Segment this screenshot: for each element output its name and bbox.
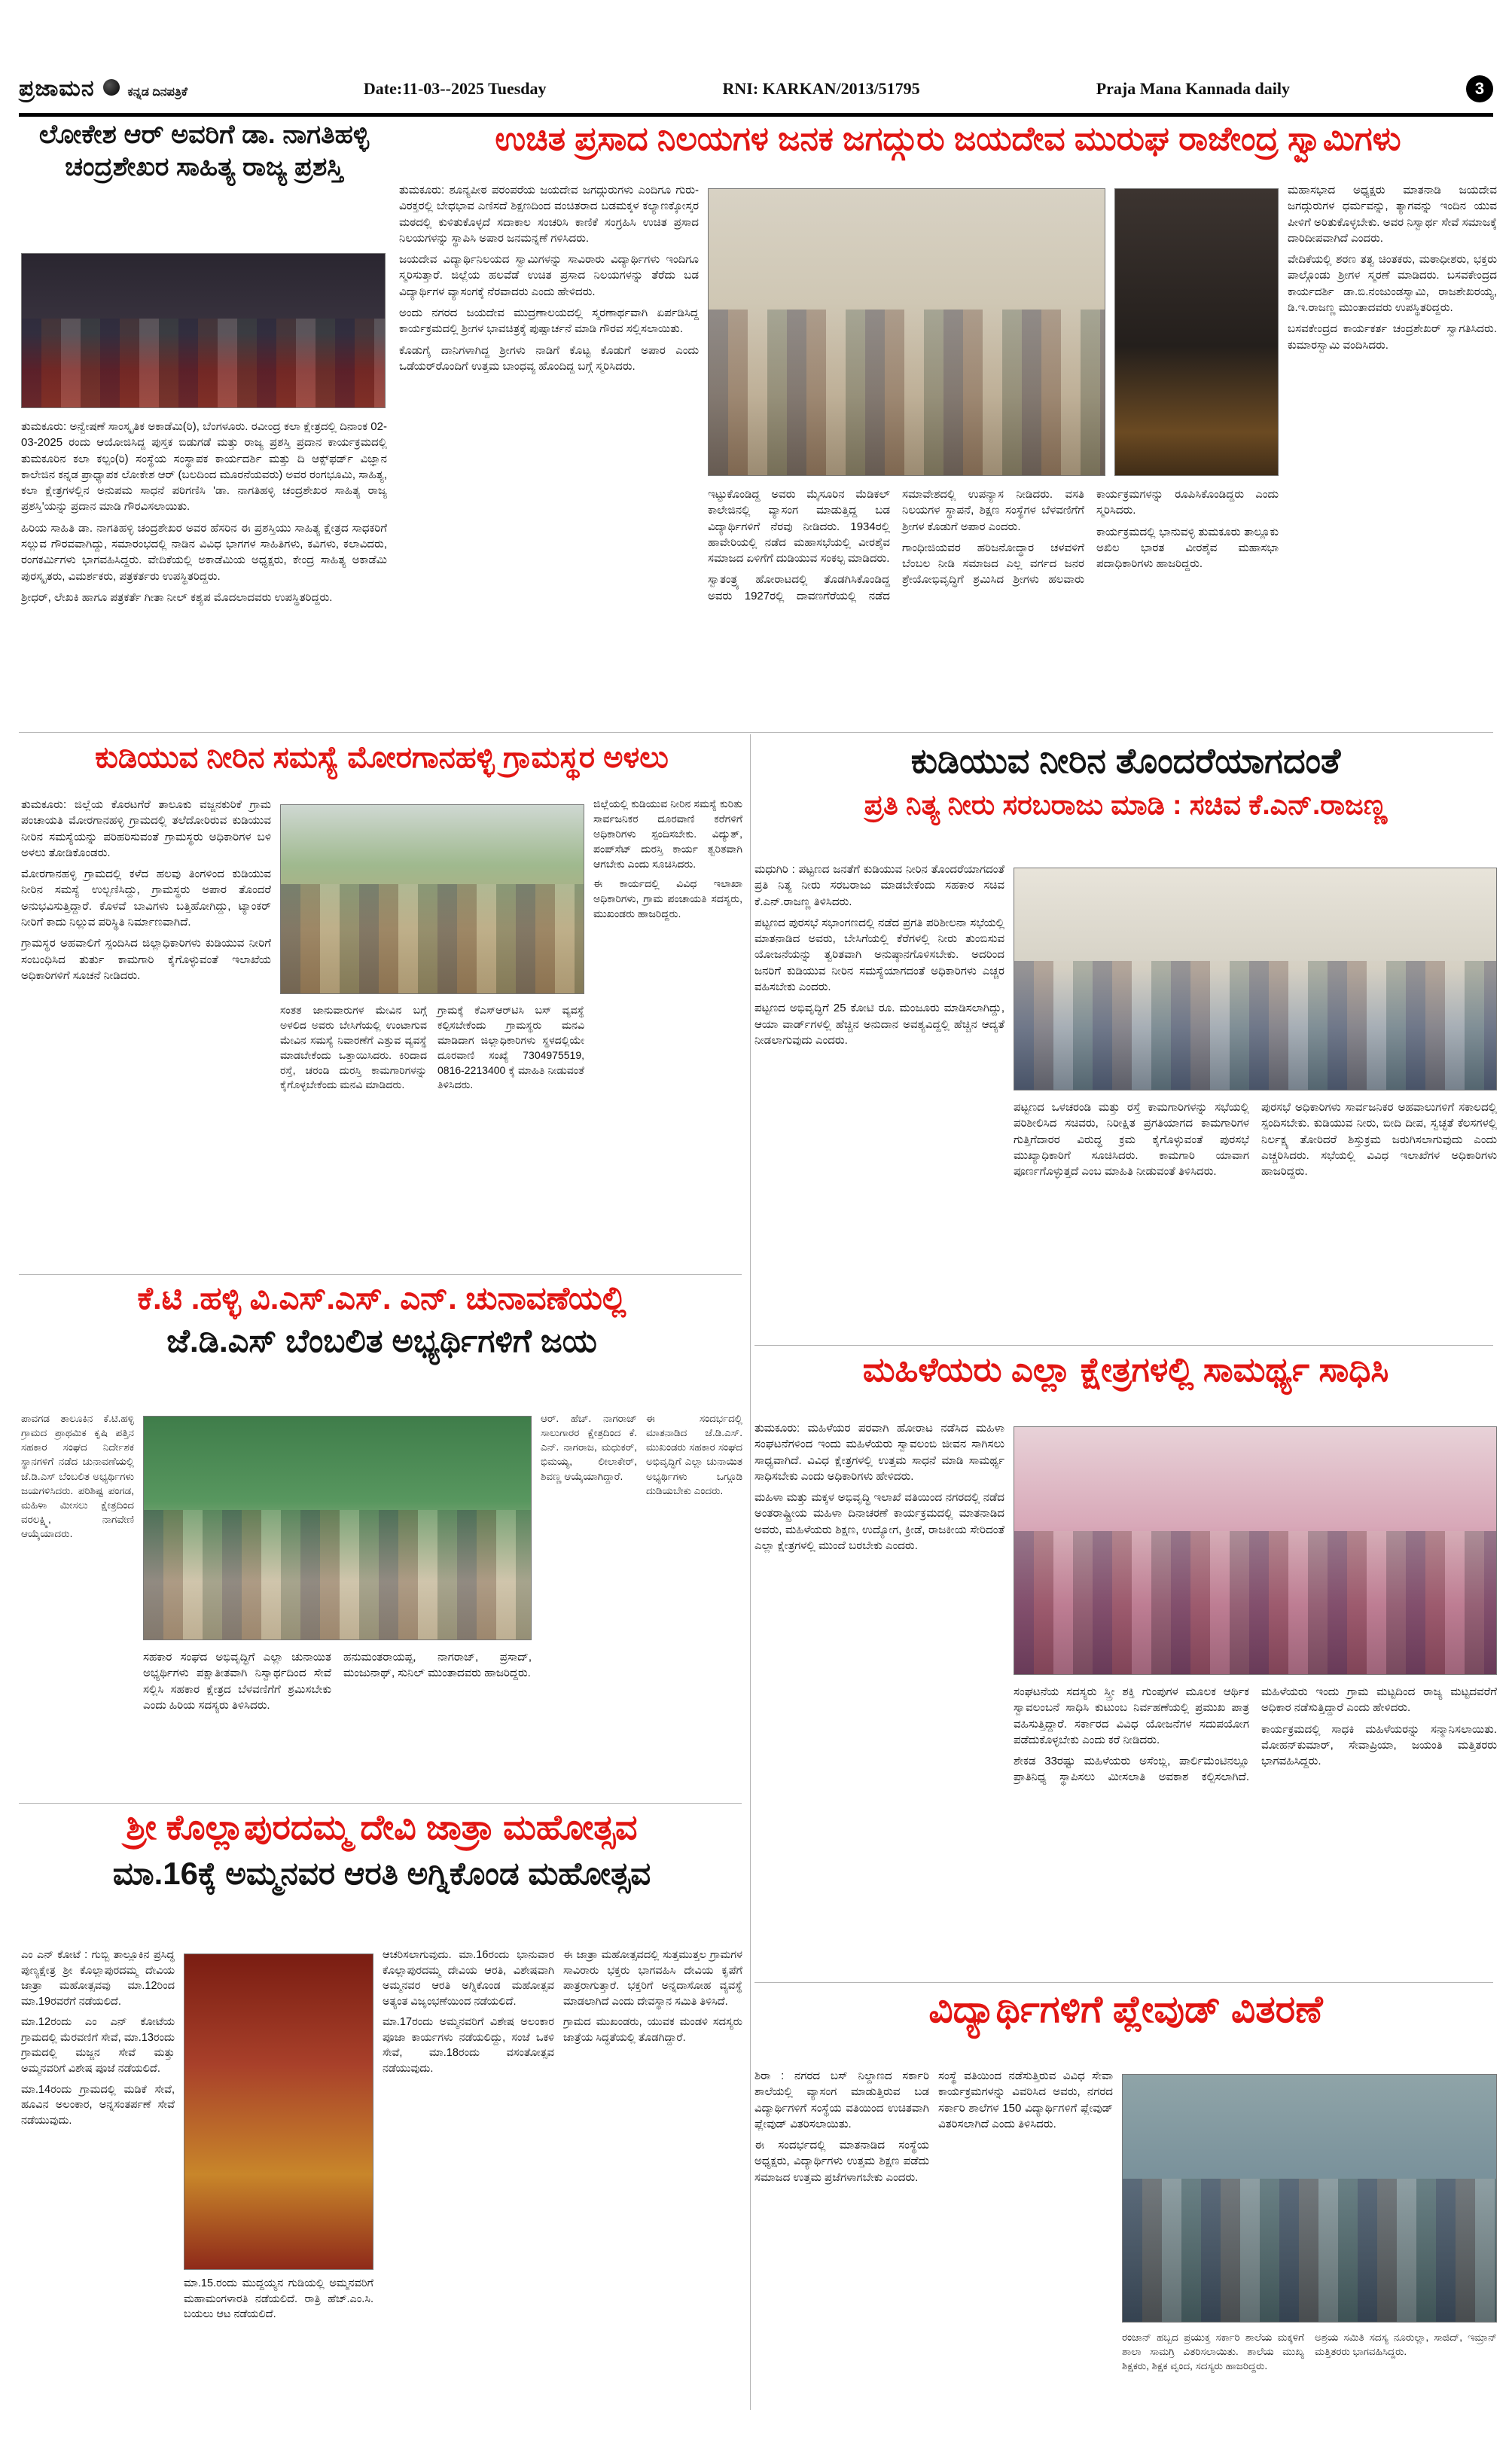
body-paragraph: ಈ ಜಾತ್ರಾ ಮಹೋತ್ಸವದಲ್ಲಿ ಸುತ್ತಮುತ್ತಲ ಗ್ರಾಮಗಳ ಸಾವಿರಾರು ಭಕ್ತರು ಭಾಗವಹಿಸಿ ದೇವಿಯ ಕೃಪೆಗೆ ಪಾತ್ರರಾಗುತ್ತಾರೆ. ಭಕ್ತರಿಗೆ ಅನ್ನದಾಸೋಹ ವ್ಯವಸ್ಥೆ ಮಾಡಲಾಗಿದೆ ಎಂದು ದೇವಸ್ಥಾನ ಸಮಿತಿ ತಿಳಿಸಿದೆ. [563,1949,742,2008]
article-body-column [1288,182,1497,724]
article-body-column [593,797,742,1270]
distribution-photo [1122,2074,1497,2323]
body-paragraph: ಶ್ರೀಧರ್, ಲೇಖಕಿ ಹಾಗೂ ಪತ್ರಕರ್ತೆ ಗೀತಾ ನೀಲ್ ಕಶ್ಯಪ ಮೊದಲಾದವರು ಉಪಸ್ಥಿತರಿದ್ದರು. [21,590,333,604]
body-paragraph: ತುಮಕೂರು: ಜಿಲ್ಲೆಯ ಕೊರಟಗೆರೆ ತಾಲೂಕು ವಜ್ಜನಕುರಿಕೆ ಗ್ರಾಮ ಪಂಚಾಯತಿ ಮೋರಗಾನಹಳ್ಳಿ ಗ್ರಾಮದಲ್ಲಿ ತಲೆದೋರಿರುವ ಕುಡಿಯುವ ನೀರಿನ ಸಮಸ್ಯೆಯನ್ನು ಪರಿಹರಿಸುವಂತೆ ಗ್ರಾಮಸ್ಥರು ಅಧಿಕಾರಿಗಳ ಬಳಿ ಅಳಲು ತೋಡಿಕೊಂಡರು. [21,798,271,859]
article-body-column [21,1411,134,1800]
article-body-columns [541,1411,742,1800]
article-headline: ಕುಡಿಯುವ ನೀರಿನ ತೊಂದರೆಯಾಗದಂತೆ [910,741,1341,780]
body-paragraph: ಪಟ್ಟಣದ ಪುರಸಭೆ ಸಭಾಂಗಣದಲ್ಲಿ ನಡೆದ ಪ್ರಗತಿ ಪರಿಶೀಲನಾ ಸಭೆಯಲ್ಲಿ ಮಾತನಾಡಿದ ಅವರು, ಬೇಸಿಗೆಯಲ್ಲಿ ಕೆರೆಗಳಲ್ಲಿ ನೀರು ತುಂಬಿಸುವ ಯೋಜನೆಯನ್ನು ತ್ವರಿತವಾಗಿ ಅನುಷ್ಠಾನಗೊಳಿಸಬೇಕು. ಅದರಿಂದ ಜನರಿಗೆ ಕುಡಿಯುವ ನೀರಿನ ಸಮಸ್ಯೆಯಾಗದಂತೆ ಅಧಿಕಾರಿಗಳು ಎಚ್ಚರ ವಹಿಸಬೇಕು ಎಂದರು. [754,916,1004,994]
article-body-column [754,862,1004,1298]
body-paragraph: ಎಂ ಎನ್ ಕೋಟೆ : ಗುಬ್ಬಿ ತಾಲ್ಲೂಕಿನ ಪ್ರಸಿದ್ಧ ಪುಣ್ಯಕ್ಷೇತ್ರ ಶ್ರೀ ಕೊಲ್ಲಾಪುರದಮ್ಮ ದೇವಿಯ ಜಾತ್ರಾ ಮಹೋತ್ಸವವು ಮಾ.12ರಿಂದ ಮಾ.19ರವರೆಗೆ ನಡೆಯಲಿದೆ. [21,1949,175,2008]
article-water-minister [754,740,1497,1300]
article-body-column [21,1947,175,2408]
article-headline: ಶ್ರೀ ಕೊಲ್ಲಾಪುರದಮ್ಮ ದೇವಿ ಜಾತ್ರಾ ಮಹೋತ್ಸವ [126,1807,638,1847]
masthead-rni: RNI: KARKAN/2013/51795 [722,79,920,98]
body-paragraph: ಸಹಕಾರ ಸಂಘದ ಅಭಿವೃದ್ಧಿಗೆ ಎಲ್ಲಾ ಚುನಾಯಿತ ಅಭ್ಯರ್ಥಿಗಳು ಪಕ್ಷಾತೀತವಾಗಿ ನಿಸ್ವಾರ್ಥದಿಂದ ಸೇವೆ ಸಲ್ಲಿಸಿ ಸಹಕಾರ ಕ್ಷೇತ್ರದ ಬೆಳವಣಿಗೆಗೆ ಶ್ರಮಿಸಬೇಕು ಎಂದು ಹಿರಿಯ ಸದಸ್ಯರು ತಿಳಿಸಿದರು. [143,1651,331,1712]
article-body-column [938,2068,1113,2411]
column-divider [750,734,751,2410]
article-body-column [21,419,387,720]
body-paragraph: ವೇದಿಕೆಯಲ್ಲಿ ಶರಣ ತತ್ವ ಚಿಂತಕರು, ಮಠಾಧೀಶರು, ಭಕ್ತರು ಪಾಲ್ಗೊಂಡು ಶ್ರೀಗಳ ಸ್ಮರಣೆ ಮಾಡಿದರು. ಬಸವಕೇಂದ್ರದ ಕಾರ್ಯದರ್ಶಿ ಡಾ.ಬಿ.ನಂಜುಂಡಸ್ವಾಮಿ, ರಾಜಶೇಖರಯ್ಯ, ಡಿ.ಇ.ರಾಜಣ್ಣ ಮುಂತಾದವರು ಉಪಸ್ಥಿತರಿದ್ದರು. [1288,253,1497,315]
body-paragraph: ಹನುಮಂತರಾಯಪ್ಪ, ನಾಗರಾಜ್, ಪ್ರಸಾದ್, ಮಂಜುನಾಥ್, ಸುನಿಲ್ ಮುಂತಾದವರು ಹಾಜರಿದ್ದರು. [343,1651,532,1680]
body-paragraph: ಪಾವಗಡ ತಾಲೂಕಿನ ಕೆ.ಟಿ.ಹಳ್ಳಿ ಗ್ರಾಮದ ಪ್ರಾಥಮಿಕ ಕೃಷಿ ಪತ್ತಿನ ಸಹಕಾರ ಸಂಘದ ನಿರ್ದೇಶಕ ಸ್ಥಾನಗಳಿಗೆ ನಡೆದ ಚುನಾವಣೆಯಲ್ಲಿ ಜೆ.ಡಿ.ಎಸ್ ಬೆಂಬಲಿತ ಅಭ್ಯರ್ಥಿಗಳು ಜಯಗಳಿಸಿದರು. ಪರಿಶಿಷ್ಟ ಪಂಗಡ, ಮಹಿಳಾ ಮೀಸಲು ಕ್ಷೇತ್ರದಿಂದ ವರಲಕ್ಷ್ಮಿ, ನಾಗವೇಣಿ ಆಯ್ಕೆಯಾದರು. [21,1413,134,1540]
article-body-columns [1014,1100,1497,1298]
logo-subtitle: ಕನ್ನಡ ದಿನಪತ್ರಿಕೆ [127,86,187,99]
body-paragraph: ಕಾರ್ಯಕ್ರಮದಲ್ಲಿ ಭಾನುವಳ್ಳಿ ತುಮಕೂರು ತಾಲ್ಲೂಕು ಅಖಿಲ ಭಾರತ ವೀರಶೈವ ಮಹಾಸಭಾ ಪದಾಧಿಕಾರಿಗಳು ಹಾಜರಿದ್ದರು. [1096,525,1279,571]
body-paragraph: ಮಾ.15.ರಂದು ಮುದ್ದಯ್ಯನ ಗುಡಿಯಲ್ಲಿ ಅಮ್ಮನವರಿಗೆ ಮಹಾಮಂಗಳಾರತಿ ನಡೆಯಲಿದೆ. ರಾತ್ರಿ ಹೆಚ್.ಎಂ.ಸಿ. ಬಯಲು ಆಟ ನಡೆಯಲಿದೆ. [184,2277,373,2321]
body-paragraph: ಶಿರಾ : ನಗರದ ಬಸ್ ನಿಲ್ದಾಣದ ಸರ್ಕಾರಿ ಶಾಲೆಯಲ್ಲಿ ವ್ಯಾಸಂಗ ಮಾಡುತ್ತಿರುವ ಬಡ ವಿದ್ಯಾರ್ಥಿಗಳಿಗೆ ಸಂಸ್ಥೆಯ ವತಿಯಿಂದ ಉಚಿತವಾಗಿ ಪ್ಲೇವುಡ್ ವಿತರಿಸಲಾಯಿತು. [754,2069,929,2130]
body-paragraph: ಆಚರಿಸಲಾಗುವುದು. ಮಾ.16ರಂದು ಭಾನುವಾರ ಕೊಲ್ಲಾಪುರದಮ್ಮ ದೇವಿಯ ಆರತಿ, ವಿಶೇಷವಾಗಿ ಅಮ್ಮನವರ ಆರತಿ ಅಗ್ನಿಕೊಂಡ ಮಹೋತ್ಸವ ಅತ್ಯಂತ ವಿಜೃಂಭಣೆಯಿಂದ ನಡೆಯಲಿದೆ. [383,1949,554,2008]
article-headline: ಮಹಿಳೆಯರು ಎಲ್ಲಾ ಕ್ಷೇತ್ರಗಳಲ್ಲಿ ಸಾಮರ್ಥ್ಯ ಸಾಧಿಸಿ [862,1350,1389,1389]
body-paragraph: ಮೋರಗಾನಹಳ್ಳಿ ಗ್ರಾಮದಲ್ಲಿ ಕಳೆದ ಹಲವು ತಿಂಗಳಿಂದ ಕುಡಿಯುವ ನೀರಿನ ಸಮಸ್ಯೆ ಉಲ್ಬಣಿಸಿದ್ದು, ಗ್ರಾಮಸ್ಥರು ಅಪಾರ ತೊಂದರೆ ಅನುಭವಿಸುತ್ತಿದ್ದಾರೆ. ಕೊಳವೆ ಬಾವಿಗಳು ಬತ್ತಿಹೋಗಿದ್ದು, ಟ್ಯಾಂಕರ್ ನೀರಿಗೆ ಕಾದು ನಿಲ್ಲುವ ಪರಿಸ್ಥಿತಿ ನಿರ್ಮಾಣವಾಗಿದೆ. [21,868,271,929]
body-paragraph: ಪಟ್ಟಣದ ಅಭಿವೃದ್ಧಿಗೆ 25 ಕೋಟಿ ರೂ. ಮಂಜೂರು ಮಾಡಿಸಲಾಗಿದ್ದು, ಆಯಾ ವಾರ್ಡ್‌ಗಳಲ್ಲಿ ಹೆಚ್ಚಿನ ಅನುದಾನ ಅವಶ್ಯವಿದ್ದಲ್ಲಿ ಹೆಚ್ಚಿನ ಆದ್ಯತೆ ನೀಡಲಾಗುವುದು ಎಂದರು. [754,1002,1004,1047]
body-paragraph: ಈ ಕಾರ್ಯದಲ್ಲಿ ವಿವಿಧ ಇಲಾಖಾ ಅಧಿಕಾರಿಗಳು, ಗ್ರಾಮ ಪಂಚಾಯತಿ ಸದಸ್ಯರು, ಮುಖಂಡರು ಹಾಜರಿದ್ದರು. [593,877,742,920]
body-paragraph: ಸಂತತ ಜಾನುವಾರುಗಳ ಮೇವಿನ ಬಗ್ಗೆ ಅಳಲಿದ ಅವರು ಬೇಸಿಗೆಯಲ್ಲಿ ಉಂಟಾಗುವ ಮೇವಿನ ಸಮಸ್ಯೆ ನಿವಾರಣೆಗೆ ಎತ್ತುವ ವ್ಯವಸ್ಥೆ ಮಾಡಬೇಕೆಂದು ಒತ್ತಾಯಿಸಿದರು. ಕಿರಿದಾದ ರಸ್ತೆ, ಚರಂಡಿ ದುರಸ್ತಿ ಕಾಮಗಾರಿಗಳನ್ನು ಕೈಗೊಳ್ಳಬೇಕೆಂದು ಮನವಿ ಮಾಡಿದರು. [280,1004,427,1091]
body-paragraph: ಗ್ರಾಮಸ್ಥರ ಅಹವಾಲಿಗೆ ಸ್ಪಂದಿಸಿದ ಜಿಲ್ಲಾಧಿಕಾರಿಗಳು ಕುಡಿಯುವ ನೀರಿಗೆ ಸಂಬಂಧಿಸಿದ ತುರ್ತು ಕಾಮಗಾರಿ ಕೈಗೊಳ್ಳುವಂತೆ ಇಲಾಖೆಯ ಅಧಿಕಾರಿಗಳಿಗೆ ಸೂಚನೆ ನೀಡಿದರು. [21,937,271,982]
tribute-group-photo [708,188,1105,476]
body-paragraph: ರಂಜಾನ್ ಹಬ್ಬದ ಪ್ರಯುಕ್ತ ಸರ್ಕಾರಿ ಶಾಲೆಯ ಮಕ್ಕಳಿಗೆ ಶಾಲಾ ಸಾಮಗ್ರಿ ವಿತರಿಸಲಾಯಿತು. ಶಾಲೆಯ ಮುಖ್ಯ ಶಿಕ್ಷಕರು, ಶಿಕ್ಷಕ ವೃಂದ, ಸದಸ್ಯರು ಹಾಜರಿದ್ದರು. [1122,2332,1304,2372]
garlanded-portraits-photo [1114,188,1279,476]
masthead-paper-name: Praja Mana Kannada daily [1096,79,1290,98]
body-paragraph: ಕೊಡುಗೈ ದಾನಿಗಳಾಗಿದ್ದ ಶ್ರೀಗಳು ನಾಡಿಗೆ ಕೊಟ್ಟ ಕೊಡುಗೆ ಅಪಾರ ಎಂದು ಒಡೆಯರ್‌ರೊಂದಿಗೆ ಉತ್ತಮ ಬಾಂಧವ್ಯ ಹೊಂದಿದ್ದ ಬಗ್ಗೆ ಸ್ಮರಿಸಿದರು. [399,343,699,373]
article-body-columns [708,486,1279,724]
body-paragraph: ಈ ಸಂದರ್ಭದಲ್ಲಿ ಮಾತನಾಡಿದ ಜೆ.ಡಿ.ಎಸ್. ಮುಖಂಡರು ಸಹಕಾರ ಸಂಘದ ಅಭಿವೃದ್ಧಿಗೆ ಎಲ್ಲಾ ಚುನಾಯಿತ ಅಭ್ಯರ್ಥಿಗಳು ಒಗ್ಗೂಡಿ ದುಡಿಯಬೇಕು ಎಂದರು. [646,1413,742,1496]
article-body-column [21,797,271,1270]
body-paragraph: ಹಿರಿಯ ಸಾಹಿತಿ ಡಾ. ನಾಗತಿಹಳ್ಳಿ ಚಂದ್ರಶೇಖರ ಅವರ ಹೆಸರಿನ ಈ ಪ್ರಶಸ್ತಿಯು ಸಾಹಿತ್ಯ ಕ್ಷೇತ್ರದ ಸಾಧಕರಿಗೆ ಸಲ್ಲುವ ಗೌರವವಾಗಿದ್ದು, ಸಮಾರಂಭದಲ್ಲಿ ನಾಡಿನ ವಿವಿಧ ಭಾಗಗಳ ಸಾಹಿತಿಗಳು, ಕವಿಗಳು, ಕಲಾವಿದರು, ರಂಗಕರ್ಮಿಗಳು ಭಾಗವಹಿಸಿದ್ದರು. ವೇದಿಕೆಯಲ್ಲಿ ಅಕಾಡೆಮಿಯ ಅಧ್ಯಕ್ಷರು, ಕೇಂದ್ರ ಸಾಹಿತ್ಯ ಅಕಾಡೆಮಿ ಪುರಸ್ಕೃತರು, ವಿಮರ್ಶಕರು, ಪತ್ರಕರ್ತರು ಉಪಸ್ಥಿತರಿದ್ದರು. [21,521,387,583]
page-number-badge: 3 [1466,75,1493,102]
masthead-rule [19,113,1493,117]
award-stage-photo [21,253,386,408]
winners-group-photo [143,1416,532,1640]
body-paragraph: ಸಂಘಟನೆಯ ಸದಸ್ಯರು ಸ್ತ್ರೀ ಶಕ್ತಿ ಗುಂಪುಗಳ ಮೂಲಕ ಆರ್ಥಿಕ ಸ್ವಾವಲಂಬನೆ ಸಾಧಿಸಿ ಕುಟುಂಬ ನಿರ್ವಹಣೆಯಲ್ಲಿ ಪ್ರಮುಖ ಪಾತ್ರ ವಹಿಸುತ್ತಿದ್ದಾರೆ. ಸರ್ಕಾರದ ವಿವಿಧ ಯೋಜನೆಗಳ ಸದುಪಯೋಗ ಪಡೆದುಕೊಳ್ಳಬೇಕು ಎಂದು ಕರೆ ನೀಡಿದರು. [1014,1685,1249,1746]
body-paragraph: ಪಟ್ಟಣದ ಒಳಚರಂಡಿ ಮತ್ತು ರಸ್ತೆ ಕಾಮಗಾರಿಗಳನ್ನು ಸಭೆಯಲ್ಲಿ ಪರಿಶೀಲಿಸಿದ ಸಚಿವರು, ನಿರೀಕ್ಷಿತ ಪ್ರಗತಿಯಾಗದ ಕಾಮಗಾರಿಗಳ ಗುತ್ತಿಗೆದಾರರ ವಿರುದ್ಧ ಕ್ರಮ ಕೈಗೊಳ್ಳುವಂತೆ ಪುರಸಭೆ ಮುಖ್ಯಾಧಿಕಾರಿಗೆ ಸೂಚಿಸಿದರು. ಕಾಮಗಾರಿ ಯಾವಾಗ ಪೂರ್ಣಗೊಳ್ಳುತ್ತದೆ ಎಂಬ ಮಾಹಿತಿ ನೀಡುವಂತೆ ತಿಳಿಸಿದರು. [1014,1101,1249,1179]
body-paragraph: ಜಿಲ್ಲೆಯಲ್ಲಿ ಕುಡಿಯುವ ನೀರಿನ ಸಮಸ್ಯೆ ಕುರಿತು ಸಾರ್ವಜನಿಕರ ದೂರವಾಣಿ ಕರೆಗಳಿಗೆ ಅಧಿಕಾರಿಗಳು ಸ್ಪಂದಿಸಬೇಕು. ವಿದ್ಯುತ್, ಪಂಪ್‌ಸೆಟ್ ದುರಸ್ತಿ ಕಾರ್ಯ ತ್ವರಿತವಾಗಿ ಆಗಬೇಕು ಎಂದು ಸೂಚಿಸಿದರು. [593,798,742,870]
article-subheadline: ಪ್ರತಿ ನಿತ್ಯ ನೀರು ಸರಬರಾಜು ಮಾಡಿ : ಸಚಿವ ಕೆ.ಎನ್.ರಾಜಣ್ಣ [864,789,1388,821]
section-divider [19,1274,742,1275]
body-paragraph: ತುಮಕೂರು: ಮಹಿಳೆಯರ ಪರವಾಗಿ ಹೋರಾಟ ನಡೆಸಿದ ಮಹಿಳಾ ಸಂಘಟನೆಗಳಿಂದ ಇಂದು ಮಹಿಳೆಯರು ಸ್ವಾವಲಂಬಿ ಜೀವನ ಸಾಗಿಸಲು ಸಾಧ್ಯವಾಗಿದೆ. ವಿವಿಧ ಕ್ಷೇತ್ರಗಳಲ್ಲಿ ಉತ್ತಮ ಸಾಧನೆ ಮಾಡಿ ಸಾಮರ್ಥ್ಯ ಸಾಧಿಸಬೇಕು ಎಂದು ಅಧಿಕಾರಿಗಳು ಹೇಳಿದರು. [754,1422,1004,1483]
article-body-column [754,1420,1004,1978]
article-body-columns [143,1649,532,1800]
photo-caption [184,2276,373,2408]
body-paragraph: ಬಸವಕೇಂದ್ರದ ಕಾರ್ಯಕರ್ತ ಚಂದ್ರಶೇಖರ್ ಸ್ವಾಗತಿಸಿದರು. ಕುಮಾರಸ್ವಾಮಿ ವಂದಿಸಿದರು. [1288,322,1497,352]
body-paragraph: ಶೇಕಡ 33ರಷ್ಟು ಮಹಿಳೆಯರು ಅಸೆಂಬ್ಲಿ, ಪಾರ್ಲಿಮೆಂಟಿನಲ್ಲೂ ಪ್ರಾತಿನಿಧ್ಯ ಸ್ಥಾಪಿಸಲು ಮೀಸಲಾತಿ ಅವಕಾಶ ಕಲ್ಪಿಸಲಾಗಿದೆ. ಮಹಿಳೆಯರು ಇಂದು ಗ್ರಾಮ ಮಟ್ಟದಿಂದ ರಾಜ್ಯ ಮಟ್ಟದವರೆಗೆ ಅಧಿಕಾರ ನಡೆಸುತ್ತಿದ್ದಾರೆ ಎಂದು ಹೇಳಿದರು. [1014,1685,1497,1784]
masthead [19,68,1493,110]
body-paragraph: ಗಾಂಧೀಜಿಯವರ ಹರಿಜನೋದ್ಧಾರ ಚಳವಳಿಗೆ ಬೆಂಬಲ ನೀಡಿ ಸಮಾಜದ ಎಲ್ಲ ವರ್ಗದ ಜನರ ಶ್ರೇಯೋಭಿವೃದ್ಧಿಗೆ ಶ್ರಮಿಸಿದ ಶ್ರೀಗಳು ಹಲವಾರು ಕಾರ್ಯಕ್ರಮಗಳನ್ನು ರೂಪಿಸಿಕೊಂಡಿದ್ದರು ಎಂದು ಸ್ಮರಿಸಿದರು. [902,488,1279,587]
article-coop-election [21,1279,742,1801]
body-paragraph: ಮಹಾಸಭಾದ ಅಧ್ಯಕ್ಷರು ಮಾತನಾಡಿ ಜಯದೇವ ಜಗದ್ಗುರುಗಳ ಧರ್ಮವನ್ನು, ತ್ಯಾಗವನ್ನು ಇಂದಿನ ಯುವ ಪೀಳಿಗೆ ಅರಿತುಕೊಳ್ಳಬೇಕು. ಅವರ ನಿಸ್ವಾರ್ಥ ಸೇವೆ ಸಮಾಜಕ್ಕೆ ದಾರಿದೀಪವಾಗಿದೆ ಎಂದರು. [1288,184,1497,245]
body-paragraph: ಮಹಿಳಾ ಮತ್ತು ಮಕ್ಕಳ ಅಭಿವೃದ್ಧಿ ಇಲಾಖೆ ವತಿಯಿಂದ ನಗರದಲ್ಲಿ ನಡೆದ ಅಂತರಾಷ್ಟ್ರೀಯ ಮಹಿಳಾ ದಿನಾಚರಣೆ ಕಾರ್ಯಕ್ರಮದಲ್ಲಿ ಮಾತನಾಡಿದ ಅವರು, ಮಹಿಳೆಯರು ಶಿಕ್ಷಣ, ಉದ್ಯೋಗ, ಕ್ರೀಡೆ, ರಾಜಕೀಯ ಸೇರಿದಂತೆ ಎಲ್ಲಾ ಕ್ಷೇತ್ರಗಳಲ್ಲಿ ಮುಂದೆ ಬರಬೇಕು ಎಂದರು. [754,1491,1004,1553]
section-divider [754,1345,1493,1346]
body-paragraph: ಇಟ್ಟುಕೊಂಡಿದ್ದ ಅವರು ಮೈಸೂರಿನ ಮೆಡಿಕಲ್ ಕಾಲೇಜಿನಲ್ಲಿ ವ್ಯಾಸಂಗ ಮಾಡುತ್ತಿದ್ದ ಬಡ ವಿದ್ಯಾರ್ಥಿಗಳಿಗೆ ನೆರವು ನೀಡಿದರು. 1934ರಲ್ಲಿ ಹಾವೇರಿಯಲ್ಲಿ ನಡೆದ ಮಹಾಸಭೆಯಲ್ಲಿ ವೀರಶೈವ ಸಮಾಜದ ಏಳಿಗೆಗೆ ದುಡಿಯುವ ಸಂಕಲ್ಪ ಮಾಡಿದರು. [708,488,890,566]
body-paragraph: ಮಧುಗಿರಿ : ಪಟ್ಟಣದ ಜನತೆಗೆ ಕುಡಿಯುವ ನೀರಿನ ತೊಂದರೆಯಾಗದಂತೆ ಪ್ರತಿ ನಿತ್ಯ ನೀರು ಸರಬರಾಜು ಮಾಡಬೇಕೆಂದು ಸಹಕಾರ ಸಚಿವ ಕೆ.ಎನ್.ರಾಜಣ್ಣ ತಿಳಿಸಿದರು. [754,863,1004,908]
body-paragraph: ಮಾ.12ರಂದು ಎಂ ಎನ್ ಕೋಟೆಯ ಗ್ರಾಮದಲ್ಲಿ ಮೆರವಣಿಗೆ ಸೇವೆ, ಮಾ.13ರಂದು ಗ್ರಾಮದಲ್ಲಿ ಮಜ್ಜನ ಸೇವೆ ಮತ್ತು ಅಮ್ಮನವರಿಗೆ ವಿಶೇಷ ಪೂಜೆ ನಡೆಯಲಿದೆ. [21,2016,175,2076]
review-meeting-photo [1014,868,1497,1090]
body-paragraph: ಸ್ವಾತಂತ್ರ್ಯ ಹೋರಾಟದಲ್ಲಿ ತೊಡಗಿಸಿಕೊಂಡಿದ್ದ ಅವರು 1927ರಲ್ಲಿ ದಾವಣಗೆರೆಯಲ್ಲಿ ನಡೆದ ಸಮಾವೇಶದಲ್ಲಿ ಉಪನ್ಯಾಸ ನೀಡಿದರು. ವಸತಿ ನಿಲಯಗಳ ಸ್ಥಾಪನೆ, ಶಿಕ್ಷಣ ಸಂಸ್ಥೆಗಳ ಬೆಳವಣಿಗೆಗೆ ಶ್ರೀಗಳ ಕೊಡುಗೆ ಅಪಾರ ಎಂದರು. [708,488,1084,602]
section-divider [19,1803,742,1804]
body-paragraph: ಆರ್. ಹೆಚ್. ನಾಗರಾಜ್ ಸಾಲುಗಾರರ ಕ್ಷೇತ್ರದಿಂದ ಕೆ. ಎನ್. ನಾಗರಾಜ, ಮಧುಕರ್, ಭಿಮಯ್ಯ, ಲೀಲಾಕೇರ್, ಶಿವಣ್ಣ ಆಯ್ಕೆಯಾಗಿದ್ದಾರೆ. [541,1413,637,1482]
article-award [21,119,387,721]
body-paragraph: ತುಮಕೂರು: ಅನ್ವೇಷಣೆ ಸಾಂಸ್ಕೃತಿಕ ಅಕಾಡೆಮಿ(ರಿ), ಬೆಂಗಳೂರು. ರವೀಂದ್ರ ಕಲಾ ಕ್ಷೇತ್ರದಲ್ಲಿ ದಿನಾಂಕ 02-03-2025 ರಂದು ಆಯೋಜಿಸಿದ್ದ ಪುಸ್ತಕ ಬಿಡುಗಡೆ ಮತ್ತು ರಾಜ್ಯ ಪ್ರಶಸ್ತಿ ಪ್ರದಾನ ಕಾರ್ಯಕ್ರಮದಲ್ಲಿ ತುಮಕೂರಿನ ಕಲಾ ಕಲ್ಪಂ(ರಿ) ಸಂಸ್ಥೆಯ ಸಂಸ್ಥಾಪಕ ಕಾರ್ಯದರ್ಶಿ ಮತ್ತು ದಿ ಆಕ್ಸ್‌ಫರ್ಡ್ ವಿಜ್ಞಾನ ಕಾಲೇಜಿನ ಕನ್ನಡ ಪ್ರಾಧ್ಯಾಪಕ ಲೋಕೇಶ ಆರ್ (ಬಲದಿಂದ ಮೂರನೆಯವರು) ಅವರ ರಂಗಭೂಮಿ, ಸಾಹಿತ್ಯ, ಕಲಾ ಕ್ಷೇತ್ರಗಳಲ್ಲಿನ ಅನುಪಮ ಸಾಧನೆ ಪರಿಗಣಿಸಿ 'ಡಾ. ನಾಗತಿಹಳ್ಳಿ ಚಂದ್ರಶೇಖರ ಸಾಹಿತ್ಯ ರಾಜ್ಯ ಪ್ರಶಸ್ತಿ'ಯನ್ನು ಪ್ರದಾನ ಮಾಡಿ ಗೌರವಿಸಲಾಯಿತು. [21,420,387,514]
masthead-logo [19,76,187,102]
article-headline: ಲೋಕೇಶ ಆರ್ ಅವರಿಗೆ ಡಾ. ನಾಗತಿಹಳ್ಳಿ ಚಂದ್ರಶೇಖರ ಸಾಹಿತ್ಯ ರಾಜ್ಯ ಪ್ರಶಸ್ತಿ [38,120,370,181]
article-subheadline: ಜೆ.ಡಿ.ಎಸ್ ಬೆಂಬಲಿತ ಅಭ್ಯರ್ಥಿಗಳಿಗೆ ಜಯ [166,1323,597,1360]
article-women-day [754,1350,1497,1979]
article-jatra [21,1806,742,2410]
article-water-village [21,740,742,1271]
article-jagadguru [399,119,1497,726]
article-body-column [383,1947,554,2408]
article-subheadline: ಮಾ.16ಕ್ಕೆ ಅಮ್ಮನವರ ಆರತಿ ಅಗ್ನಿಕೊಂಡ ಮಹೋತ್ಸವ [112,1856,651,1892]
body-paragraph: ಅಂದು ನಗರದ ಜಯದೇವ ಮುದ್ರಣಾಲಯದಲ್ಲಿ ಸ್ಮರಣಾರ್ಥವಾಗಿ ಏರ್ಪಡಿಸಿದ್ದ ಕಾರ್ಯಕ್ರಮದಲ್ಲಿ ಶ್ರೀಗಳ ಭಾವಚಿತ್ರಕ್ಕೆ ಪುಷ್ಪಾರ್ಚನೆ ಮಾಡಿ ಗೌರವ ಸಲ್ಲಿಸಲಾಯಿತು. [399,307,699,336]
article-plywood [754,1987,1497,2413]
article-body-column [563,1947,742,2408]
section-divider [19,732,1493,733]
article-body-column [754,2068,929,2411]
logo-text: ಪ್ರಜಾಮನ [19,76,95,101]
article-headline: ವಿದ್ಯಾರ್ಥಿಗಳಿಗೆ ಪ್ಲೇವುಡ್ ವಿತರಣೆ [928,1988,1323,2030]
article-body-columns [280,1003,584,1270]
article-body-columns [1122,2330,1497,2411]
deity-photo [184,1954,373,2270]
body-paragraph: ಗ್ರಾಮಕ್ಕೆ ಕೆಎಸ್‌ಆರ್‌ಟಿಸಿ ಬಸ್ ವ್ಯವಸ್ಥೆ ಕಲ್ಪಿಸಬೇಕೆಂದು ಗ್ರಾಮಸ್ಥರು ಮನವಿ ಮಾಡಿದಾಗ ಜಿಲ್ಲಾಧಿಕಾರಿಗಳು ಸ್ಥಳದಲ್ಲಿಯೇ ದೂರವಾಣಿ ಸಂಖ್ಯೆ 7304975519, 0816-2213400 ಕ್ಕೆ ಮಾಹಿತಿ ನೀಡುವಂತೆ ತಿಳಿಸಿದರು. [437,1004,584,1091]
body-paragraph: ತುಮಕೂರು: ಶೂನ್ಯಪೀಠ ಪರಂಪರೆಯ ಜಯದೇವ ಜಗದ್ಗುರುಗಳು ಎಂದಿಗೂ ಗುರು-ವಿರಕ್ತರಲ್ಲಿ ಬೇಧಭಾವ ಎಣಿಸದೆ ಶಿಕ್ಷಣದಿಂದ ವಂಚಿತರಾದ ಬಡಮಕ್ಕಳ ಕಲ್ಯಾಣಕ್ಕೋಸ್ಕರ ಮಠದಲ್ಲಿ ಕುಳಿತುಕೊಳ್ಳದೆ ಸದಾಕಾಲ ಸಂಚರಿಸಿ ಕಾಣಿಕೆ ಸಂಗ್ರಹಿಸಿ ಉಚಿತ ಪ್ರಸಾದ ನಿಲಯಗಳನ್ನು ಸ್ಥಾಪಿಸಿ ಅಪಾರ ಜನಮನ್ನಣೆ ಗಳಿಸಿದರು. [399,184,699,245]
body-paragraph: ಜಯದೇವ ವಿದ್ಯಾರ್ಥಿನಿಲಯದ ಸ್ವಾಮಿಗಳನ್ನು ಸಾವಿರಾರು ವಿದ್ಯಾರ್ಥಿಗಳು ಇಂದಿಗೂ ಸ್ಮರಿಸುತ್ತಾರೆ. ಜಿಲ್ಲೆಯ ಹಲವೆಡೆ ಉಚಿತ ಪ್ರಸಾದ ನಿಲಯಗಳನ್ನು ತೆರೆದು ಬಡ ವಿದ್ಯಾರ್ಥಿಗಳ ವ್ಯಾಸಂಗಕ್ಕೆ ನೆರವಾದರು ಎಂದು ಹೇಳಿದರು. [399,253,699,298]
body-paragraph: ಕಾರ್ಯಕ್ರಮದಲ್ಲಿ ಸಾಧಕಿ ಮಹಿಳೆಯರನ್ನು ಸನ್ಮಾನಿಸಲಾಯಿತು. ಮೋಹನ್‌ಕುಮಾರ್, ಸೇವಾಪ್ರಿಯಾ, ಜಯಂತಿ ಮತ್ತಿತರರು ಭಾಗವಹಿಸಿದ್ದರು. [1261,1722,1497,1768]
article-headline: ಕೆ.ಟಿ .ಹಳ್ಳಿ ವಿ.ಎಸ್.ಎಸ್. ಎನ್. ಚುನಾವಣೆಯಲ್ಲಿ [137,1280,626,1316]
body-paragraph: ಗ್ರಾಮದ ಮುಖಂಡರು, ಯುವಕ ಮಂಡಳಿ ಸದಸ್ಯರು ಜಾತ್ರೆಯ ಸಿದ್ಧತೆಯಲ್ಲಿ ತೊಡಗಿದ್ದಾರೆ. [563,2016,742,2044]
article-body-column [399,182,699,724]
village-road-photo [280,804,584,994]
section-divider [754,1982,1493,1983]
women-program-photo [1014,1426,1497,1675]
article-headline: ಉಚಿತ ಪ್ರಸಾದ ನಿಲಯಗಳ ಜನಕ ಜಗದ್ಗುರು ಜಯದೇವ ಮುರುಘ ರಾಜೇಂದ್ರ ಸ್ವಾಮಿಗಳು [495,120,1401,157]
body-paragraph: ಪುರಸಭೆ ಅಧಿಕಾರಿಗಳು ಸಾರ್ವಜನಿಕರ ಅಹವಾಲುಗಳಿಗೆ ಸಕಾಲದಲ್ಲಿ ಸ್ಪಂದಿಸಬೇಕು. ಕುಡಿಯುವ ನೀರು, ಬೀದಿ ದೀಪ, ಸ್ವಚ್ಛತೆ ಕೆಲಸಗಳಲ್ಲಿ ನಿರ್ಲಕ್ಷ್ಯ ತೋರಿದರೆ ಶಿಸ್ತುಕ್ರಮ ಜರುಗಿಸಲಾಗುವುದು ಎಂದು ಎಚ್ಚರಿಸಿದರು. ಸಭೆಯಲ್ಲಿ ವಿವಿಧ ಇಲಾಖೆಗಳ ಅಧಿಕಾರಿಗಳು ಹಾಜರಿದ್ದರು. [1261,1101,1497,1179]
article-body-columns [1014,1684,1497,1978]
body-paragraph: ಅಶ್ರಯ ಸಮಿತಿ ಸದಸ್ಯ ನೂರುಲ್ಲಾ, ಸಾಜಿದ್, ಇಮ್ರಾನ್ ಮತ್ತಿತರರು ಭಾಗವಹಿಸಿದ್ದರು. [1315,2332,1497,2358]
article-headline: ಕುಡಿಯುವ ನೀರಿನ ಸಮಸ್ಯೆ ಮೋರಗಾನಹಳ್ಳಿ ಗ್ರಾಮಸ್ಥರ ಅಳಲು [95,741,669,774]
body-paragraph: ಮಾ.14ರಂದು ಗ್ರಾಮದಲ್ಲಿ ಮಡಿಕೆ ಸೇವೆ, ಹೂವಿನ ಅಲಂಕಾರ, ಅನ್ನಸಂತರ್ಪಣೆ ಸೇವೆ ನಡೆಯುವುದು. [21,2083,175,2127]
masthead-date: Date:11-03--2025 Tuesday [363,79,547,98]
logo-emblem-icon [103,79,120,96]
body-paragraph: ಮಾ.17ರಂದು ಅಮ್ಮನವರಿಗೆ ವಿಶೇಷ ಅಲಂಕಾರ ಪೂಜಾ ಕಾರ್ಯಗಳು ನಡೆಯಲಿದ್ದು, ಸಂಜೆ ಒಕಳಿ ಸೇವೆ, ಮಾ.18ರಂದು ವಸಂತೋತ್ಸವ ನಡೆಯುವುದು. [383,2016,554,2076]
body-paragraph: ಸಂಸ್ಥೆ ವತಿಯಿಂದ ನಡೆಸುತ್ತಿರುವ ವಿವಿಧ ಸೇವಾ ಕಾರ್ಯಕ್ರಮಗಳನ್ನು ವಿವರಿಸಿದ ಅವರು, ನಗರದ ಸರ್ಕಾರಿ ಶಾಲೆಗಳ 150 ವಿದ್ಯಾರ್ಥಿಗಳಿಗೆ ಪ್ಲೇವುಡ್ ವಿತರಿಸಲಾಗಿದೆ ಎಂದು ತಿಳಿಸಿದರು. [938,2069,1113,2130]
body-paragraph: ಈ ಸಂದರ್ಭದಲ್ಲಿ ಮಾತನಾಡಿದ ಸಂಸ್ಥೆಯ ಅಧ್ಯಕ್ಷರು, ವಿದ್ಯಾರ್ಥಿಗಳು ಉತ್ತಮ ಶಿಕ್ಷಣ ಪಡೆದು ಸಮಾಜದ ಉತ್ತಮ ಪ್ರಜೆಗಳಾಗಬೇಕು ಎಂದರು. [754,2139,929,2184]
